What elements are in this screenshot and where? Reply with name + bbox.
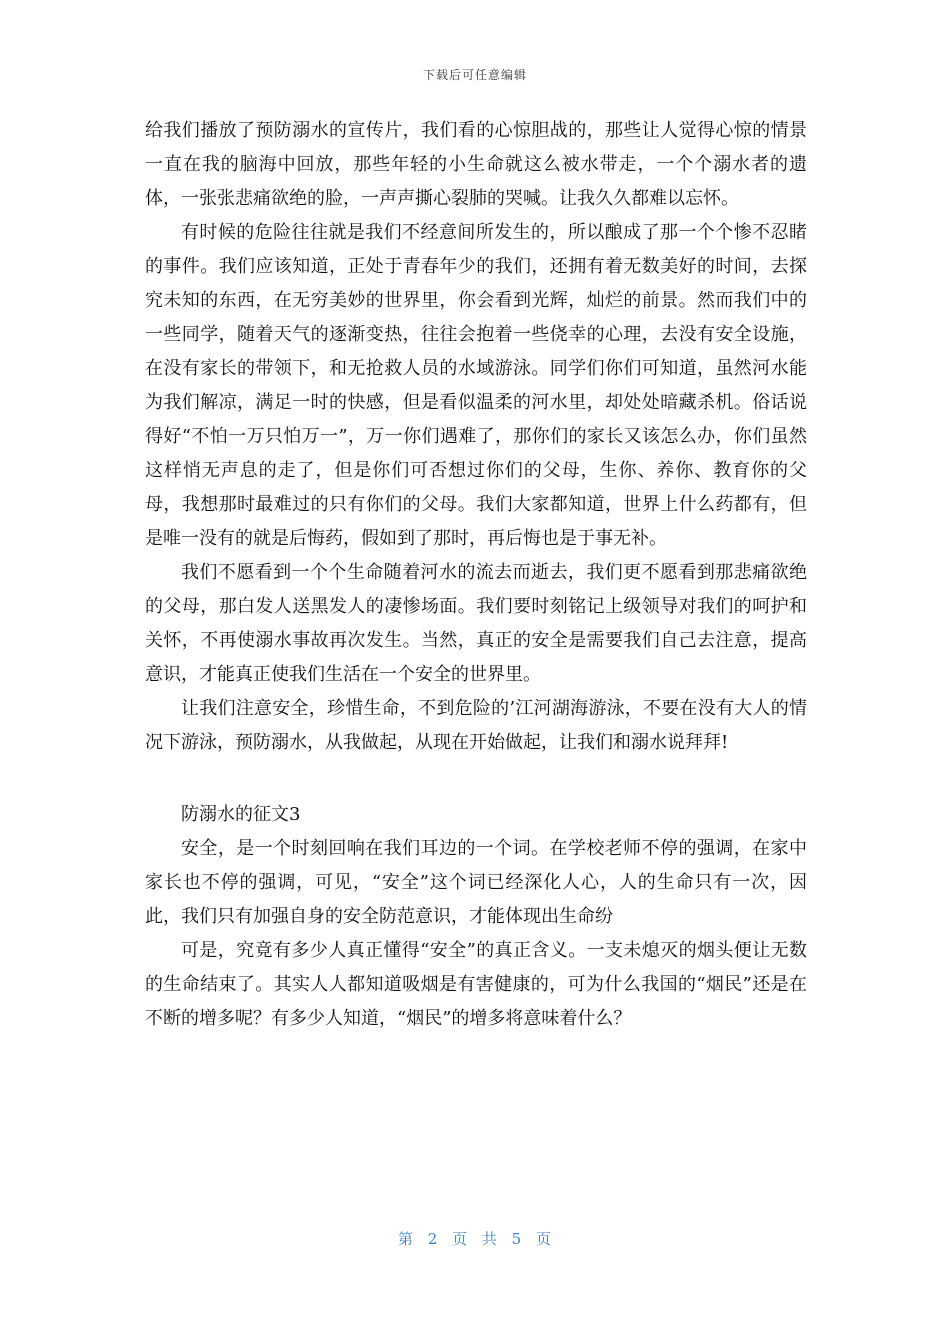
section-paragraph-1: 安全，是一个时刻回响在我们耳边的一个词。在学校老师不停的强调，在家中家长也不停的强调，可见，“安全”这个词已经深化人心，人的生命只有一次，因此，我们只有加强自身的安全防范意识，才能体现出生命纷	[145, 838, 807, 927]
paragraph-2: 有时候的危险往往就是我们不经意间所发生的，所以酿成了那一个个惨不忍睹的事件。我们应该知道，正处于青春年少的我们，还拥有着无数美好的时间，去探究未知的东西，在无穷美妙的世界里，你会看到光辉，灿烂的前景。然而我们中的一些同学，随着天气的逐渐变热，往往会抱着一些侥幸的心理，去没有安全设施，在没有家长的带领下，和无抢救人员的水域游泳。同学们你们可知道，虽然河水能为我们解凉，满足一时的快感，但是看似温柔的河水里，却处处暗藏杀机。俗话说得好“不怕一万只怕万一”，万一你们遇难了，那你们的家长又该怎么办，你们虽然这样悄无声息的走了，但是你们可否想过你们的父母，生你、养你、教育你的父母，我想那时最难过的只有你们的父母。我们大家都知道，世界上什么药都有，但是唯一没有的就是后悔药，假如到了那时，再后悔也是于事无补。	[145, 222, 807, 549]
document-body	[145, 114, 807, 1036]
section-heading: 防溺水的征文3	[181, 804, 301, 825]
paragraph-4: 让我们注意安全，珍惜生命，不到危险的’江河湖海游泳，不要在没有大人的情况下游泳，预防溺水，从我做起，从现在开始做起，让我们和溺水说拜拜!	[145, 698, 807, 753]
paragraph-3: 我们不愿看到一个个生命随着河水的流去而逝去，我们更不愿看到那悲痛欲绝的父母，那白发人送黑发人的凄惨场面。我们要时刻铭记上级领导对我们的呵护和关怀，不再使溺水事故再次发生。当然，真正的安全是需要我们自己去注意，提高意识，才能真正使我们生活在一个安全的世界里。	[145, 562, 807, 685]
page-header: 下载后可任意编辑	[422, 68, 527, 82]
page-footer: 第 2 页 共 5 页	[398, 1230, 552, 1248]
paragraph-1: 给我们播放了预防溺水的宣传片，我们看的心惊胆战的，那些让人觉得心惊的情景一直在我的脑海中回放，那些年轻的小生命就这么被水带走，一个个溺水者的遗体，一张张悲痛欲绝的脸，一声声撕心裂肺的哭喊。让我久久都难以忘怀。	[145, 120, 807, 209]
section-paragraph-2: 可是，究竟有多少人真正懂得“安全”的真正含义。一支未熄灭的烟头便让无数的生命结束了。其实人人都知道吸烟是有害健康的，可为什么我国的“烟民”还是在不断的增多呢？有多少人知道，“烟民”的增多将意味着什么？	[145, 940, 807, 1029]
